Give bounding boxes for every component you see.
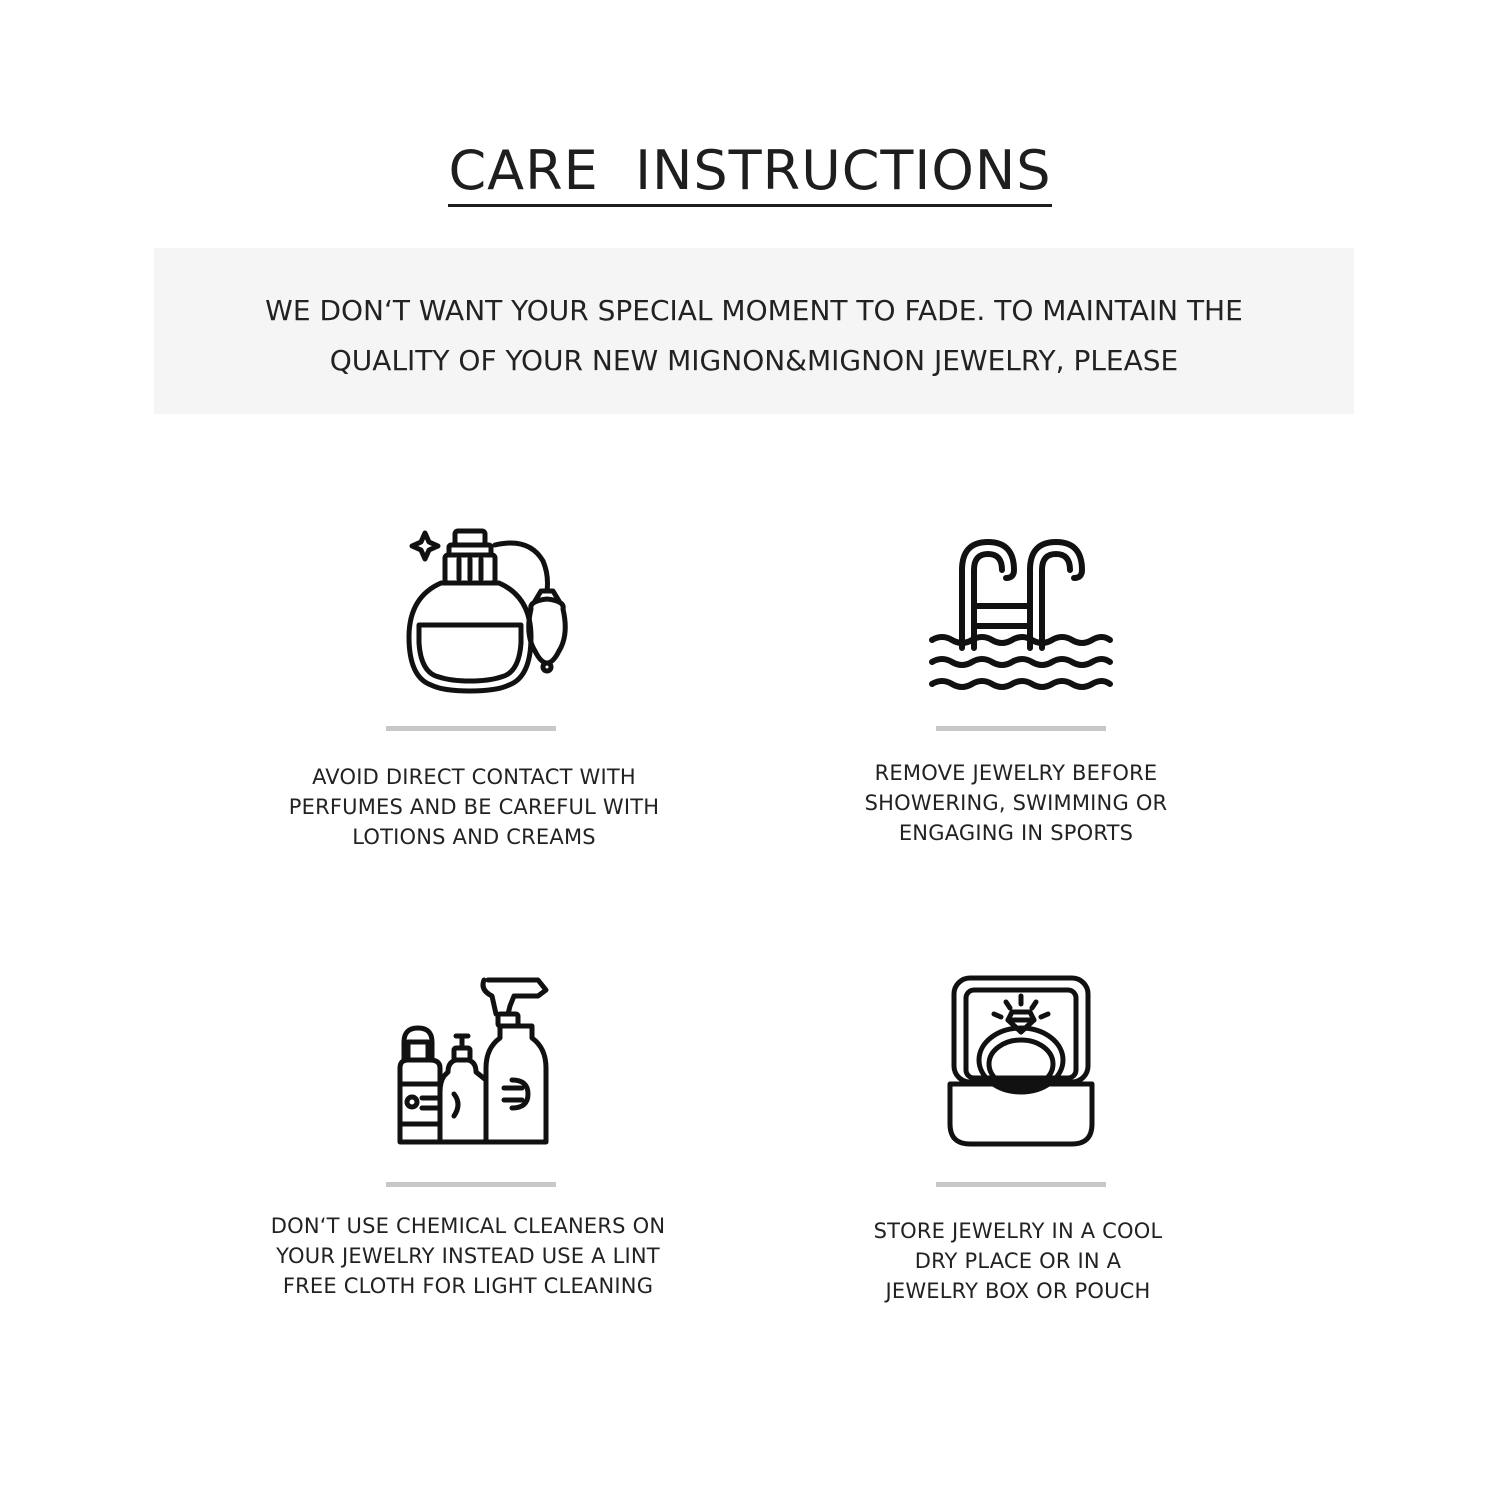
divider: [936, 726, 1106, 731]
instruction-line: DON‘T USE CHEMICAL CLEANERS ON: [270, 1214, 666, 1238]
intro-line: WE DON‘T WANT YOUR SPECIAL MOMENT TO FADE. TO MAINTAIN THE: [265, 294, 1243, 327]
instruction-line: PERFUMES AND BE CAREFUL WITH: [288, 795, 660, 819]
instruction-line: LOTIONS AND CREAMS: [352, 825, 596, 849]
divider: [386, 1182, 556, 1187]
divider: [386, 726, 556, 731]
instruction-line: AVOID DIRECT CONTACT WITH: [312, 765, 636, 789]
page-title: CARE INSTRUCTIONS: [448, 140, 1051, 207]
instruction-line: JEWELRY BOX OR POUCH: [885, 1279, 1151, 1303]
instruction-text: [188, 1211, 748, 1301]
perfume-bottle-icon: [403, 527, 573, 697]
instruction-line: SHOWERING, SWIMMING OR: [864, 791, 1168, 815]
page-title-container: [0, 140, 1500, 207]
instruction-line: STORE JEWELRY IN A COOL: [873, 1219, 1163, 1243]
divider: [936, 1182, 1106, 1187]
intro-line: QUALITY OF YOUR NEW MIGNON&MIGNON JEWELRY, PLEASE: [329, 344, 1179, 377]
instruction-line: ENGAGING IN SPORTS: [898, 821, 1134, 845]
instruction-line: REMOVE JEWELRY BEFORE: [874, 761, 1158, 785]
cleaning-products-icon: [388, 976, 550, 1148]
intro-panel: [154, 248, 1354, 414]
instruction-text: [736, 758, 1296, 848]
swimming-pool-icon: [926, 536, 1116, 696]
ring-box-icon: [946, 974, 1096, 1150]
instruction-line: FREE CLOTH FOR LIGHT CLEANING: [282, 1274, 654, 1298]
instruction-line: YOUR JEWELRY INSTEAD USE A LINT: [276, 1244, 660, 1268]
instruction-line: DRY PLACE OR IN A: [914, 1249, 1122, 1273]
instruction-text: [194, 762, 754, 852]
instruction-text: [738, 1216, 1298, 1306]
